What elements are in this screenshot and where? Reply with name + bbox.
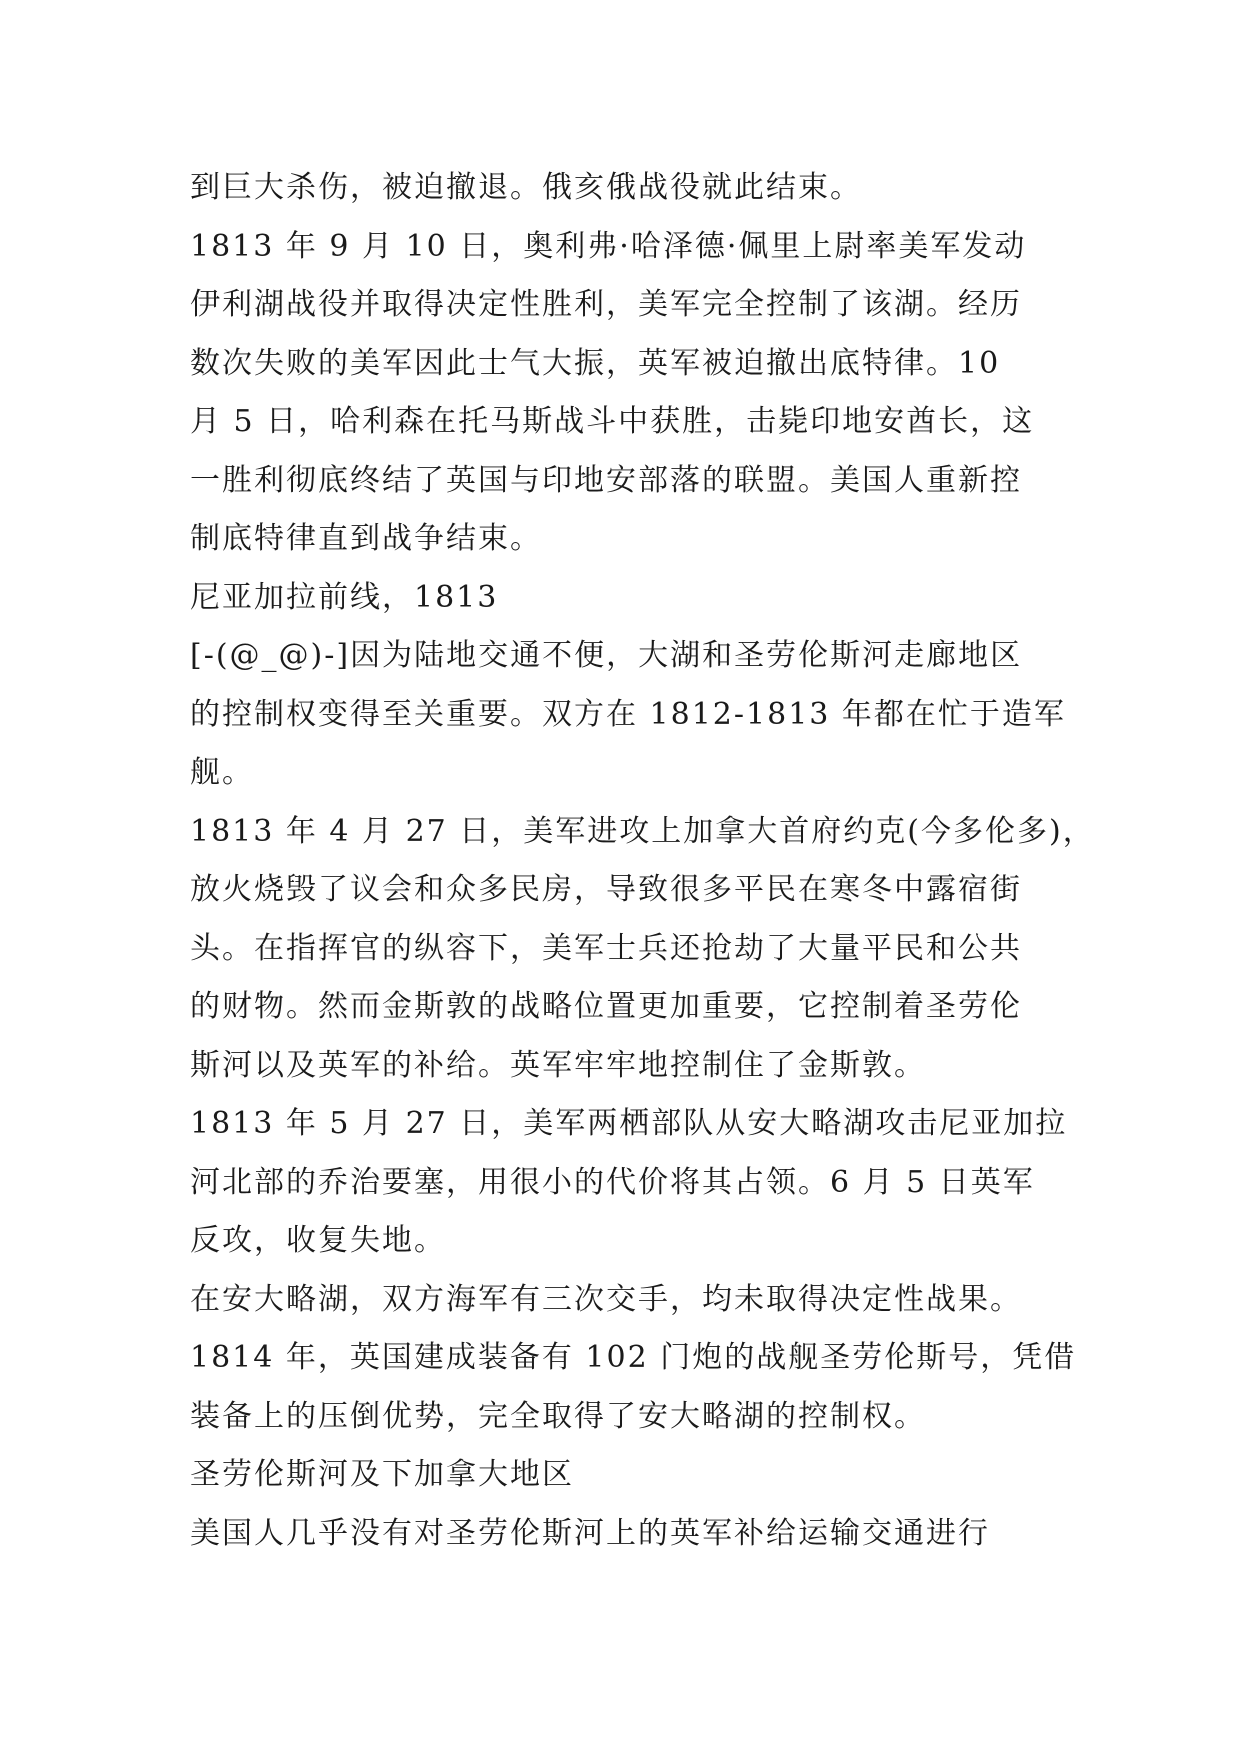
- text-line: 在安大略湖，双方海军有三次交手，均未取得决定性战果。: [190, 1281, 1022, 1317]
- body-text: [190, 159, 1095, 1563]
- text-line: 装备上的压倒优势，完全取得了安大略湖的控制权。: [190, 1398, 926, 1434]
- text-line: 到巨大杀伤，被迫撤退。俄亥俄战役就此结束。: [190, 170, 862, 205]
- section-heading: 尼亚加拉前线，1813: [190, 579, 499, 615]
- text-line: 1813 年 4 月 27 日，美军进攻上加拿大首府约克(今多伦多)，: [190, 813, 1095, 849]
- text-line: 美国人几乎没有对圣劳伦斯河上的英军补给运输交通进行: [190, 1515, 990, 1551]
- text-line: [-(@_@)-]因为陆地交通不便，大湖和圣劳伦斯河走廊地区: [190, 638, 1023, 673]
- text-line: 头。在指挥官的纵容下，美军士兵还抢劫了大量平民和公共: [190, 930, 1022, 966]
- text-line: 放火烧毁了议会和众多民房，导致很多平民在寒冬中露宿街: [190, 872, 1022, 907]
- section-heading: 圣劳伦斯河及下加拿大地区: [190, 1457, 574, 1492]
- text-line: 河北部的乔治要塞，用很小的代价将其占领。6 月 5 日英军: [190, 1164, 1035, 1200]
- text-line: 的控制权变得至关重要。双方在 1812-1813 年都在忙于造军: [190, 696, 1066, 732]
- text-line: 的财物。然而金斯敦的战略位置更加重要，它控制着圣劳伦: [190, 989, 1022, 1024]
- text-line: 舰。: [190, 755, 254, 790]
- text-line: 月 5 日，哈利森在托马斯战斗中获胜，击毙印地安酋长，这: [190, 404, 1035, 439]
- text-line: 数次失败的美军因此士气大振，英军被迫撤出底特律。10: [190, 345, 1001, 381]
- text-line: 1814 年，英国建成装备有 102 门炮的战舰圣劳伦斯号，凭借: [190, 1340, 1077, 1375]
- text-line: 伊利湖战役并取得决定性胜利，美军完全控制了该湖。经历: [190, 287, 1022, 322]
- text-line: 一胜利彻底终结了英国与印地安部落的联盟。美国人重新控: [190, 462, 1022, 498]
- text-line: 反攻，收复失地。: [190, 1223, 446, 1258]
- text-line: 1813 年 5 月 27 日，美军两栖部队从安大略湖攻击尼亚加拉: [190, 1106, 1068, 1141]
- text-line: 1813 年 9 月 10 日，奥利弗·哈泽德·佩里上尉率美军发动: [190, 228, 1027, 264]
- text-line: 制底特律直到战争结束。: [190, 521, 542, 556]
- text-line: 斯河以及英军的补给。英军牢牢地控制住了金斯敦。: [190, 1047, 926, 1083]
